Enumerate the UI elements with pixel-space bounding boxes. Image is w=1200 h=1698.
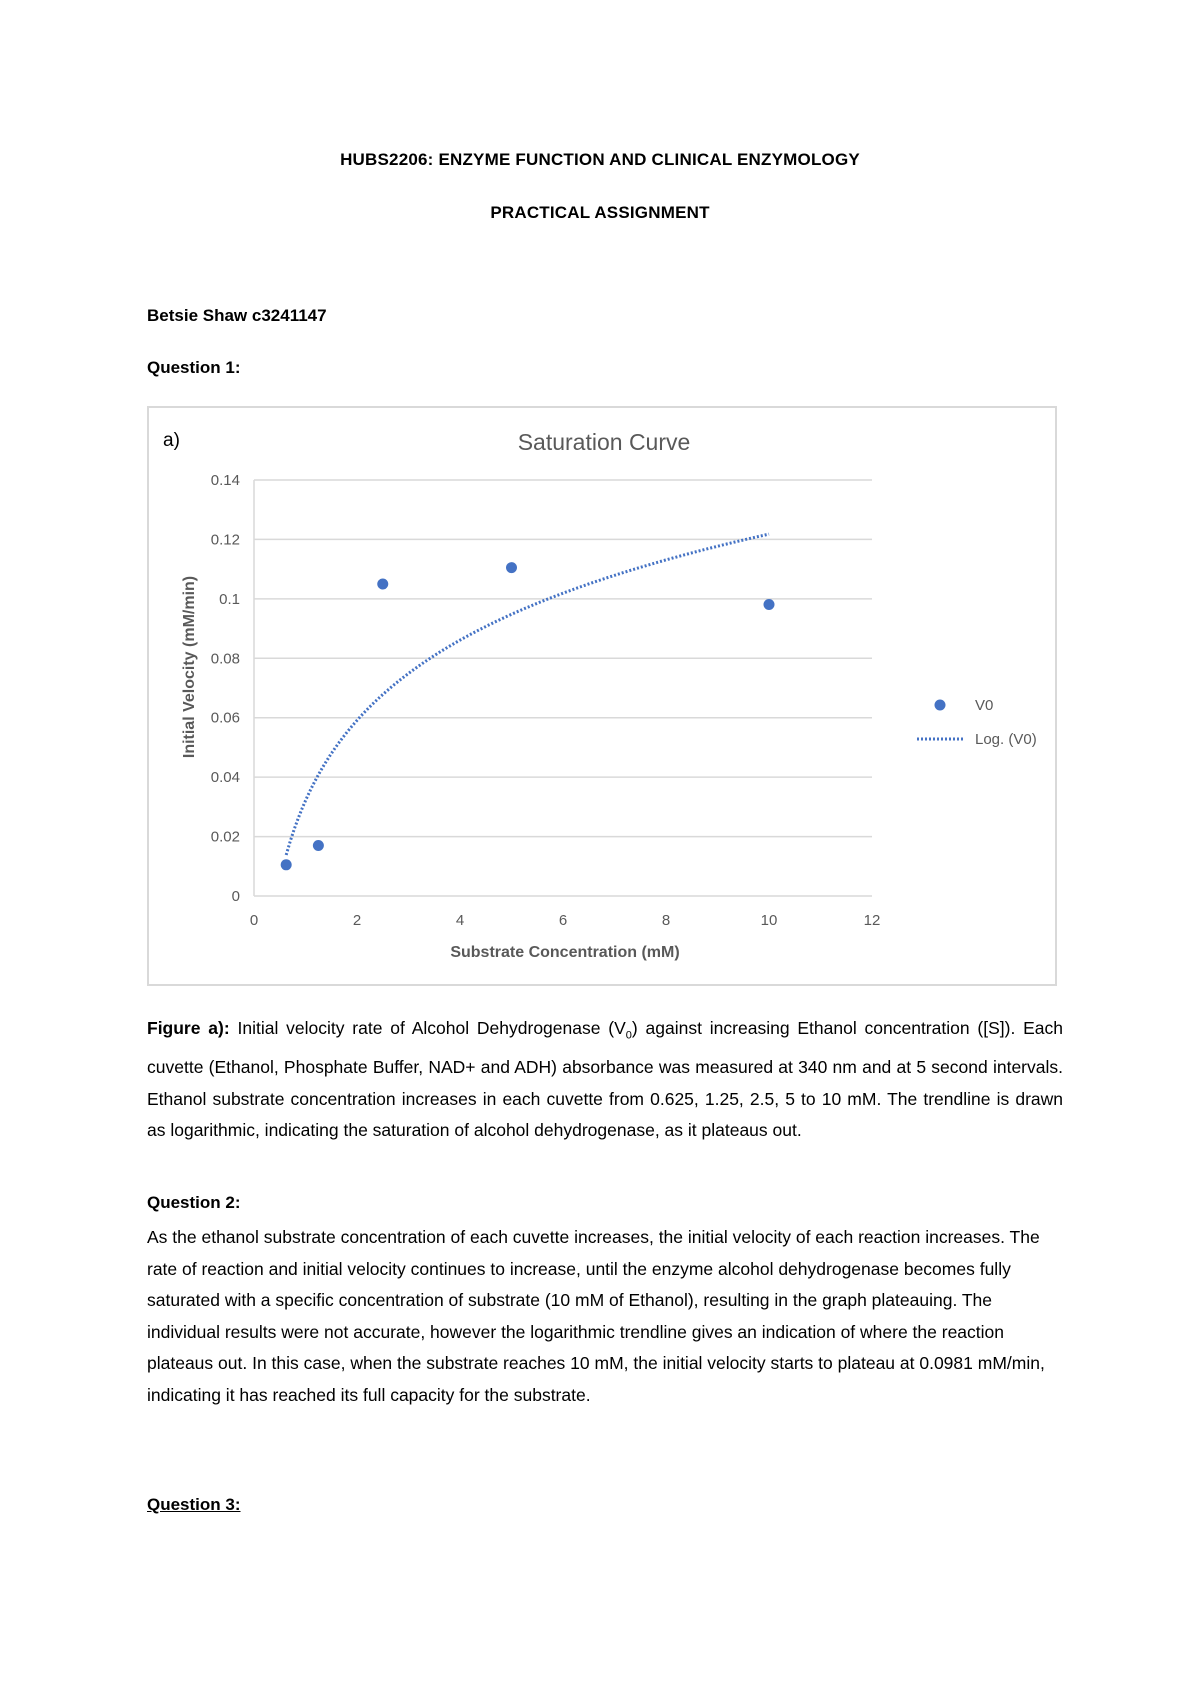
legend-label-v0: V0 — [975, 697, 994, 714]
data-points — [281, 562, 775, 870]
figure-caption-label: Figure a): — [147, 1018, 230, 1038]
figure-caption — [147, 1013, 1063, 1147]
y-tick-label: 0.02 — [210, 828, 240, 846]
panel-label: a) — [163, 430, 180, 451]
figure-caption-text-post: ) against increasing Ethanol concentration ([S]). Each cuvette (Ethanol, Phosphate Buffer, NAD+ and ADH) absorbance was measured at 340 nm and at 5 second intervals. Ethanol substrate concentration increases in each cuvette from 0.625, 1.25, 2.5, 5 to 10 mM. The trendline is drawn as logarithmic, indicating the saturation of alcohol dehydrogenase, as it plateaus out. — [147, 1018, 1063, 1140]
y-tick-label: 0.06 — [210, 709, 240, 727]
x-tick-label: 4 — [455, 912, 465, 929]
tick-labels — [211, 472, 881, 929]
assignment-title: PRACTICAL ASSIGNMENT — [490, 203, 710, 222]
author-line: Betsie Shaw c3241147 — [147, 306, 327, 325]
legend — [917, 697, 1037, 748]
question-2-answer: As the ethanol substrate concentration of each cuvette increases, the initial velocity of each reaction increases. The rate of reaction and initial velocity continues to increase, until the enzyme alcohol dehydrogenase becomes fully saturated with a specific concentration of substrate (10 mM of Ethanol), resulting in the graph plateauing. The individual results were not accurate, however the logarithmic trendline gives an indication of where the reaction plateaus out. In this case, when the substrate reaches 10 mM, the initial velocity starts to plateau at 0.0981 mM/min, indicating it has reached its full capacity for the substrate. — [147, 1227, 1045, 1405]
figure-caption-text-pre: Initial velocity rate of Alcohol Dehydrogenase (V — [229, 1018, 626, 1038]
question-2-label: Question 2: — [147, 1193, 241, 1212]
x-axis-label: Substrate Concentration (mM) — [450, 944, 680, 961]
y-tick-label: 0 — [231, 888, 240, 905]
data-point-v0 — [506, 562, 517, 573]
x-tick-label: 2 — [352, 912, 362, 929]
y-tick-label: 0.1 — [219, 590, 240, 608]
chart-frame — [147, 406, 1057, 986]
course-title: HUBS2206: ENZYME FUNCTION AND CLINICAL ENZYMOLOGY — [340, 150, 860, 169]
y-tick-label: 0.12 — [210, 531, 240, 549]
data-point-v0 — [764, 599, 775, 610]
legend-marker-v0 — [935, 700, 946, 711]
question-1-label: Question 1: — [147, 358, 241, 377]
data-point-v0 — [313, 840, 324, 851]
question-3-label: Question 3: — [147, 1495, 241, 1514]
y-tick-label: 0.08 — [210, 650, 240, 668]
x-tick-label: 12 — [863, 912, 881, 929]
y-tick-label: 0.04 — [210, 769, 240, 787]
log-trendline — [286, 534, 769, 855]
x-tick-label: 8 — [661, 912, 671, 929]
figure-caption-subscript: 0 — [625, 1029, 632, 1042]
x-tick-label: 0 — [249, 912, 259, 929]
chart-title: Saturation Curve — [517, 429, 691, 455]
x-tick-label: 6 — [558, 912, 568, 929]
x-tick-label: 10 — [760, 912, 778, 929]
gridlines — [254, 480, 872, 896]
saturation-curve-chart — [149, 408, 1055, 984]
y-tick-label: 0.14 — [210, 472, 240, 489]
y-axis-label: Initial Velocity (mM/min) — [181, 575, 198, 759]
data-point-v0 — [281, 859, 292, 870]
legend-label-trendline: Log. (V0) — [975, 731, 1037, 748]
trendline-layer — [286, 534, 769, 855]
data-point-v0 — [377, 579, 388, 590]
